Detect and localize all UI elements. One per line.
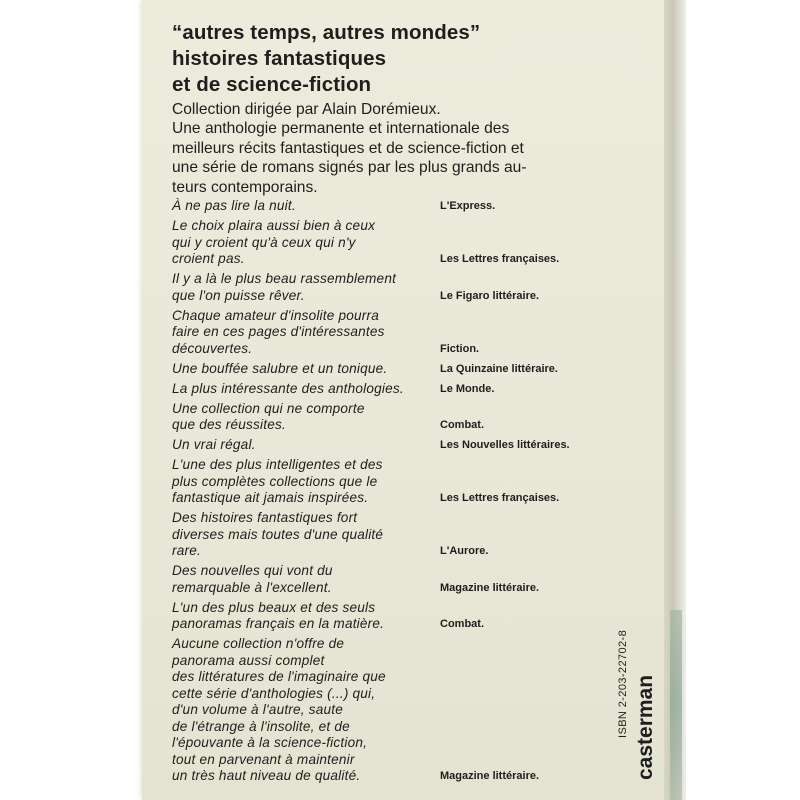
quote-source: Magazine littéraire.: [440, 581, 540, 594]
quote-text: L'un des plus beaux et des seuls panoramas français en la matière.: [172, 599, 385, 631]
quote-text: Il y a là le plus beau rassemblement que l'on puisse rêver.: [172, 271, 397, 303]
quote-text: À ne pas lire la nuit.: [172, 198, 296, 213]
description-line: teurs contemporains.: [172, 178, 318, 196]
book-spine-edge: [664, 0, 686, 800]
quote-text: Un vrai régal.: [172, 437, 256, 452]
quote-source: L'Express.: [440, 200, 496, 212]
press-quote: [172, 437, 612, 454]
description-line: Collection dirigée par Alain Dorémieux.: [172, 101, 441, 118]
spine-color-strip: [670, 610, 682, 800]
quote-source: Le Monde.: [440, 382, 495, 395]
quote-source: L'Aurore.: [440, 545, 489, 557]
quote-text: Le choix plaira aussi bien à ceux qui y croient qu'à ceux qui n'y croient pas.: [172, 218, 376, 266]
description-line: Une anthologie permanente et internationale des: [172, 120, 510, 138]
press-quote: [172, 510, 612, 560]
quote-source: Les Nouvelles littéraires.: [440, 439, 570, 451]
description-line: une série de romans signés par les plus grands au-: [172, 159, 527, 177]
quote-source: Les Lettres françaises.: [440, 492, 560, 504]
press-quote: [172, 600, 612, 633]
quote-source: Le Figaro littéraire.: [440, 289, 540, 302]
quote-source: Fiction.: [440, 342, 480, 355]
press-quote: [172, 198, 612, 215]
collection-title-line: histoires fantastiques: [172, 47, 387, 70]
quote-text: L'une des plus intelligentes et des plus complètes collections que le fantastique ait jamais inspirées.: [172, 457, 383, 505]
collection-title-line: et de science-fiction: [172, 73, 372, 96]
press-quote: [172, 218, 612, 268]
spine-text: [616, 600, 660, 780]
quote-text: Une bouffée salubre et un tonique.: [172, 360, 388, 376]
quote-text: Aucune collection n'offre de panorama aussi complet des littératures de l'imaginaire que cette série d'anthologies (...) qui, d'un volume à l'autre, saute de l'étrange à l'insolite, et de l'épouvante à la science-fiction, tout en parvenant à maintenir un très haut niveau de qualité.: [172, 636, 386, 783]
quote-source: Combat.: [440, 419, 484, 431]
press-quote: [172, 271, 612, 304]
press-quotes-list: [172, 198, 612, 788]
quote-source: Magazine littéraire.: [440, 770, 540, 782]
quote-text: Chaque amateur d'insolite pourra faire en ces pages d'intéressantes découvertes.: [172, 307, 385, 356]
quote-source: Combat.: [440, 618, 484, 630]
quote-text: Une collection qui ne comporte que des réussites.: [172, 400, 365, 432]
collection-description: [172, 100, 612, 197]
press-quote: [172, 401, 612, 434]
isbn-number: ISBN 2-203-22702-8: [617, 629, 629, 738]
description-line: meilleurs récits fantastiques et de science-fiction et: [172, 139, 524, 157]
quote-source: La Quinzaine littéraire.: [440, 362, 558, 375]
press-quote: [172, 308, 612, 358]
press-quote: [172, 457, 612, 507]
collection-title-line: “autres temps, autres mondes”: [172, 21, 481, 44]
publisher-name: casterman: [634, 674, 657, 780]
press-quote: [172, 361, 612, 378]
quote-text: Des histoires fantastiques fort diverses mais toutes d'une qualité rare.: [172, 510, 384, 558]
press-quote: [172, 381, 612, 398]
press-quote: [172, 563, 612, 596]
quote-text: Des nouvelles qui vont du remarquable à l'excellent.: [172, 563, 333, 595]
press-quote: [172, 636, 612, 785]
quote-text: La plus intéressante des anthologies.: [172, 380, 404, 396]
quote-source: Les Lettres françaises.: [440, 253, 560, 265]
collection-title: [172, 20, 612, 98]
